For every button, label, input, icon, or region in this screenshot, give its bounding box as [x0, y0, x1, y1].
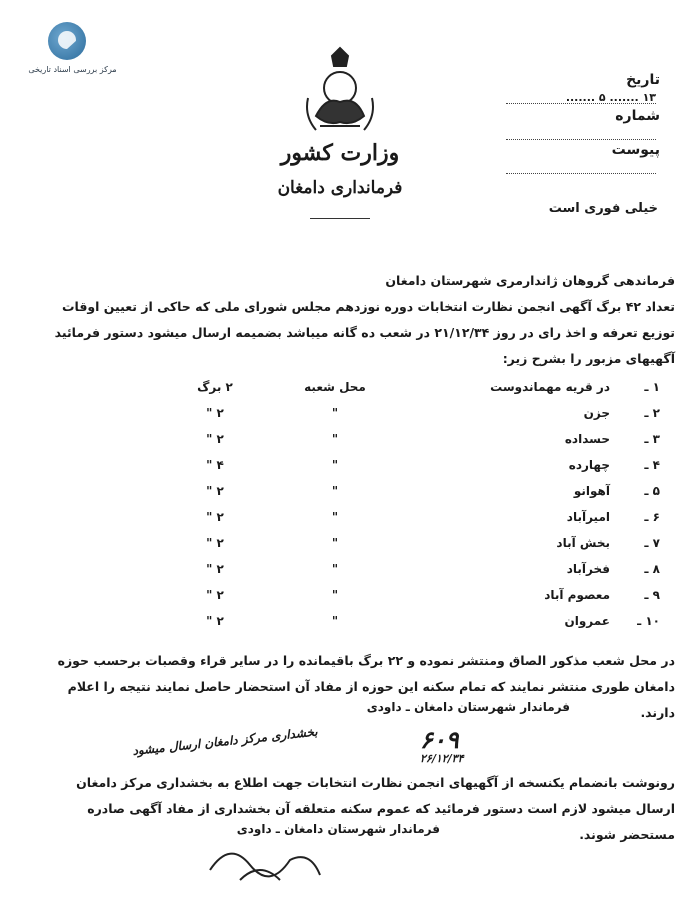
list-item [170, 458, 660, 484]
item-name: آهوانو [573, 484, 610, 498]
item-quantity: ۲ " [206, 432, 224, 446]
closing-paragraph: در محل شعب مذکور الصاق ومنتشر نموده و ۲۲ برگ باقیمانده را در سایر قراء وقصبات برحسب حوزه دامغان طوری منتشر نمایند که تمام سکنه این حوزه از مفاد آن استحضار حاصل نمایند نتیجه را اعلام دارند. [57, 653, 675, 720]
item-name: امیرآباد [566, 510, 610, 524]
item-location: " [331, 562, 339, 576]
item-location: " [331, 458, 339, 472]
item-quantity: ۲ " [206, 510, 224, 524]
handwritten-date: ۲۶/۱۲/۳۴ [420, 752, 464, 765]
list-item [170, 588, 660, 614]
item-quantity: ۲ " [206, 484, 224, 498]
list-item [170, 406, 660, 432]
number-field [470, 108, 660, 140]
watermark-text: مرکز بررسی اسناد تاریخی [28, 65, 117, 74]
header-quantity: ۲ برگ [197, 380, 233, 394]
item-number: ۴ ـ [644, 458, 660, 472]
list-item [170, 484, 660, 510]
item-location: " [331, 588, 339, 602]
ministry-title: وزارت کشور [280, 140, 400, 166]
item-name: بخش آباد [556, 536, 610, 550]
item-number: ۹ ـ [644, 588, 660, 602]
handwritten-number: ۶۰۹ [420, 725, 459, 754]
item-location: " [331, 614, 339, 628]
copy-paragraph: رونوشت بانضمام یکنسخه از آگهیهای انجمن نظارت انتخابات جهت اطلاع به بخشداری مرکز دامغان ارسال میشود لازم است دستور فرمائید که عموم سکنه متعلقه آن بخشداری از مفاد آگهی صادره مستحضر شوند. [76, 775, 675, 842]
item-number: ۶ ـ [644, 510, 660, 524]
item-location: " [331, 510, 339, 524]
handwritten-signature-icon [200, 830, 330, 890]
item-quantity: ۲ " [206, 536, 224, 550]
addressee: فرماندهی گروهان ژاندارمری شهرستان دامغان [385, 273, 675, 288]
item-location: " [331, 432, 339, 446]
governorate-title: فرمانداری دامغان [277, 178, 403, 198]
item-number: ۱ ـ [644, 380, 660, 394]
item-location: " [331, 406, 339, 420]
item-quantity: ۲ " [206, 562, 224, 576]
list-item [170, 536, 660, 562]
list-item [170, 432, 660, 458]
distribution-list [170, 380, 660, 640]
list-item [170, 562, 660, 588]
title-underline [310, 218, 370, 219]
item-number: ۷ ـ [644, 536, 660, 550]
header-location: محل شعبه [304, 380, 366, 394]
attachment-field [470, 142, 660, 174]
item-number: ۸ ـ [644, 562, 660, 576]
archive-watermark [10, 18, 135, 78]
item-quantity: ۲ " [206, 614, 224, 628]
item-location: " [331, 536, 339, 550]
item-location: " [331, 484, 339, 498]
item-quantity: ۲ " [206, 406, 224, 420]
item-quantity: ۲ " [206, 588, 224, 602]
copy-signature: فرماندار شهرستان دامغان ـ داودی [236, 822, 440, 836]
archive-logo-icon [48, 22, 86, 60]
closing-signature: فرماندار شهرستان دامغان ـ داودی [366, 700, 570, 714]
list-item [170, 614, 660, 640]
handwritten-note: بخشداری مرکز دامغان ارسال میشود [131, 724, 319, 758]
date-value: ۱۳ ....... ۵ ....... [506, 91, 656, 104]
item-name: عمروان [564, 614, 610, 628]
item-number: ۳ ـ [644, 432, 660, 446]
urgent-note: خیلی فوری است [548, 201, 658, 216]
list-header [170, 380, 660, 406]
date-label: تاریخ [626, 72, 660, 88]
item-name: فخرآباد [566, 562, 610, 576]
attachment-label: پیوست [611, 142, 660, 158]
item-number: ۲ ـ [644, 406, 660, 420]
date-field [470, 72, 660, 104]
number-label: شماره [615, 108, 660, 124]
item-name: حسداده [564, 432, 610, 446]
item-number: ۱۰ ـ [637, 614, 660, 628]
list-item [170, 510, 660, 536]
item-name: جزن [583, 406, 610, 420]
item-name: در قریه مهماندوست [490, 380, 610, 394]
item-name: چهارده [568, 458, 610, 472]
item-name: معصوم آباد [544, 588, 610, 602]
item-number: ۵ ـ [644, 484, 660, 498]
lion-and-sun-emblem-icon [296, 46, 384, 136]
item-quantity: ۴ " [206, 458, 224, 472]
body-paragraph: تعداد ۴۲ برگ آگهی انجمن نظارت انتخابات دوره نوزدهم مجلس شورای ملی که حاکی از تعیین اوقات توزیع تعرفه و اخذ رای در روز ۲۱/۱۲/۳۴ در شعب ده گانه میباشد بضمیمه ارسال میشود دستور فرمائید آگهیهای مزبور را بشرح زیر: [54, 299, 675, 366]
